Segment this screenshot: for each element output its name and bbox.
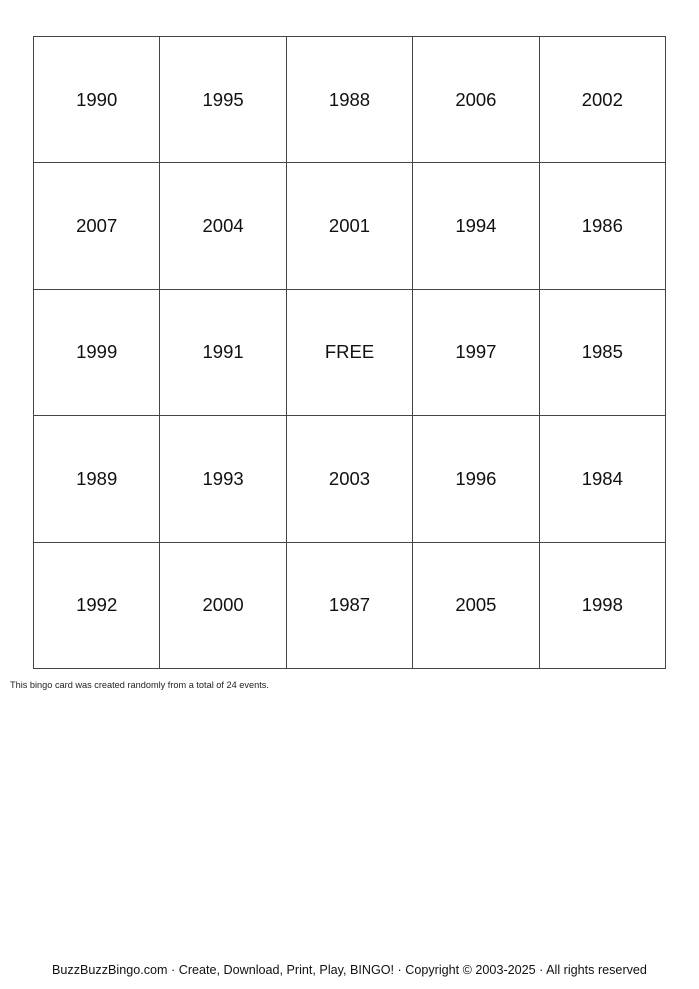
- bingo-cell-r4-c2: 1993: [160, 416, 286, 542]
- bingo-cell-r3-c1: 1999: [34, 290, 160, 416]
- bingo-free-space: FREE: [287, 290, 413, 416]
- bingo-cell-r2-c3: 2001: [287, 163, 413, 289]
- bingo-cell-r5-c3: 1987: [287, 543, 413, 669]
- bingo-cell-r3-c5: 1985: [540, 290, 666, 416]
- bingo-cell-r5-c1: 1992: [34, 543, 160, 669]
- bingo-cell-r5-c4: 2005: [413, 543, 539, 669]
- bingo-cell-r3-c4: 1997: [413, 290, 539, 416]
- bingo-cell-r4-c1: 1989: [34, 416, 160, 542]
- bingo-cell-r4-c3: 2003: [287, 416, 413, 542]
- bingo-cell-r3-c2: 1991: [160, 290, 286, 416]
- page-footer: BuzzBuzzBingo.com · Create, Download, Print, Play, BINGO! · Copyright © 2003-2025 · All rights reserved: [52, 963, 647, 977]
- bingo-cell-r4-c4: 1996: [413, 416, 539, 542]
- bingo-cell-r1-c3: 1988: [287, 37, 413, 163]
- bingo-cell-r2-c1: 2007: [34, 163, 160, 289]
- bingo-cell-r1-c1: 1990: [34, 37, 160, 163]
- bingo-cell-r2-c5: 1986: [540, 163, 666, 289]
- bingo-cell-r1-c2: 1995: [160, 37, 286, 163]
- bingo-cell-r2-c2: 2004: [160, 163, 286, 289]
- bingo-cell-r5-c2: 2000: [160, 543, 286, 669]
- bingo-cell-r5-c5: 1998: [540, 543, 666, 669]
- bingo-cell-r4-c5: 1984: [540, 416, 666, 542]
- bingo-cell-r1-c4: 2006: [413, 37, 539, 163]
- bingo-card-grid: [33, 36, 666, 669]
- card-generation-caption: This bingo card was created randomly from a total of 24 events.: [10, 680, 269, 690]
- bingo-cell-r2-c4: 1994: [413, 163, 539, 289]
- bingo-cell-r1-c5: 2002: [540, 37, 666, 163]
